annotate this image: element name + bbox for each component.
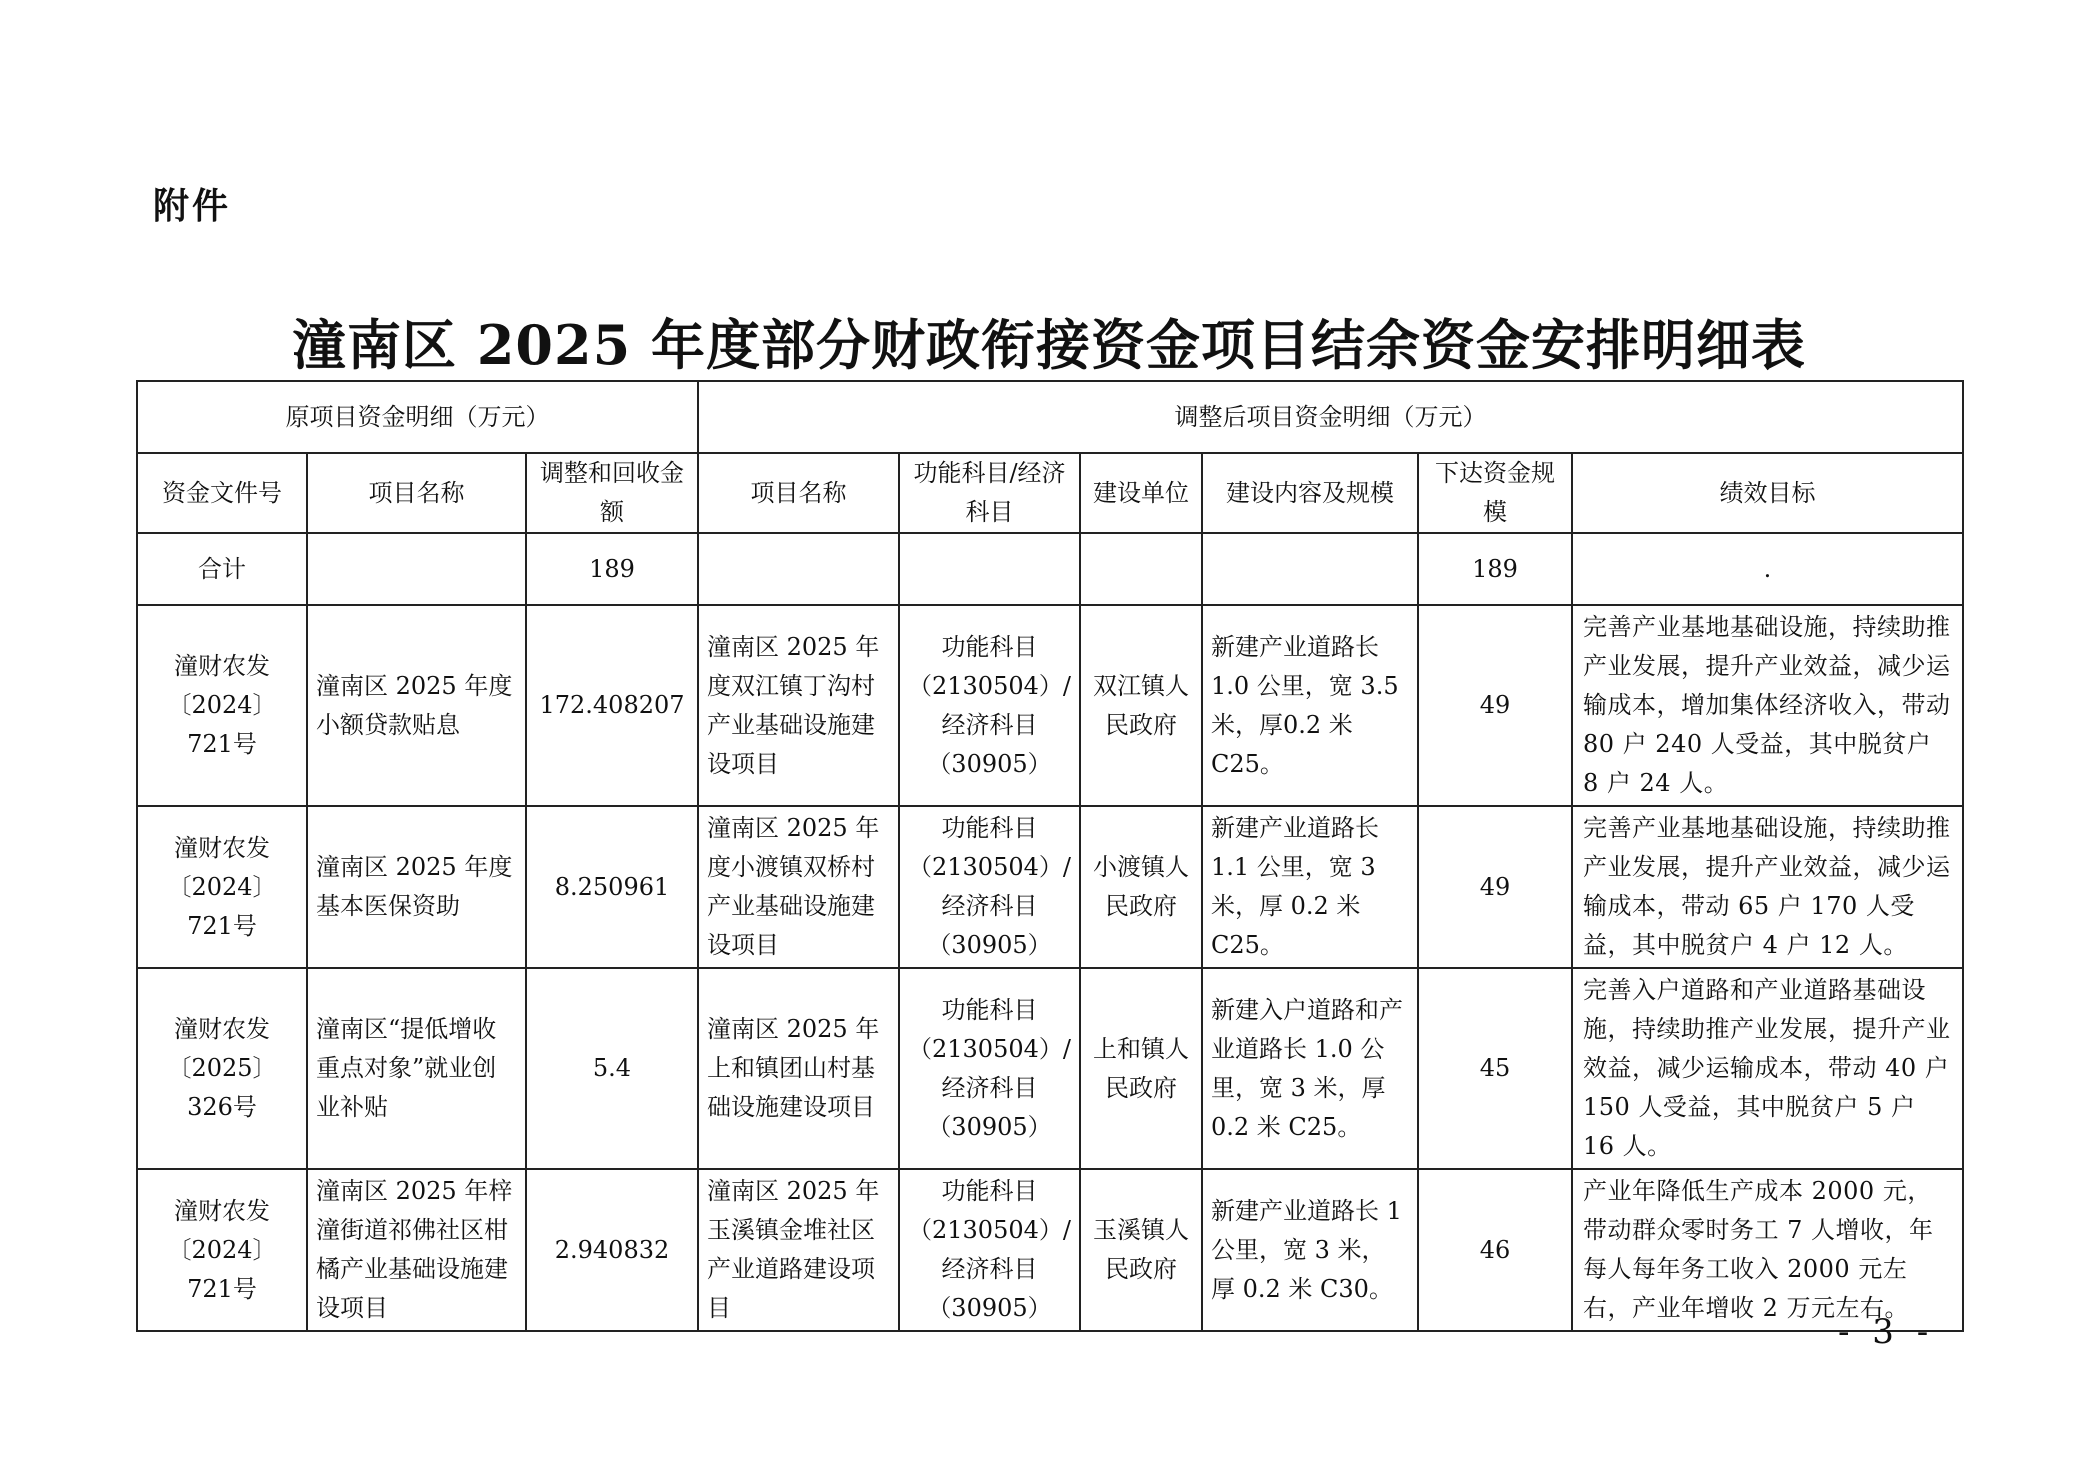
table-row	[137, 1169, 1963, 1331]
adjust-amount-cell: 8.250961	[526, 806, 698, 968]
orig-project-cell: 潼南区 2025 年度小额贷款贴息	[307, 605, 526, 806]
adjust-amount-cell: 2.940832	[526, 1169, 698, 1331]
group-header-original: 原项目资金明细（万元）	[137, 381, 698, 453]
adjust-amount-cell: 172.408207	[526, 605, 698, 806]
col-header-content: 建设内容及规模	[1202, 453, 1418, 533]
file-no-cell: 潼财农发〔2024〕721号	[137, 605, 307, 806]
subject-cell: 功能科目（2130504）/经济科目（30905）	[899, 1169, 1080, 1331]
subject-cell: 功能科目（2130504）/经济科目（30905）	[899, 806, 1080, 968]
unit-cell: 小渡镇人民政府	[1080, 806, 1202, 968]
goal-cell: 完善产业基地基础设施，持续助推产业发展，提升产业效益，减少运输成本，增加集体经济收入，带动 80 户 240 人受益，其中脱贫户 8 户 24 人。	[1572, 605, 1963, 806]
table-cell	[1202, 533, 1418, 605]
total-fund-scale: 189	[1418, 533, 1572, 605]
table-cell	[1080, 533, 1202, 605]
fund-scale-cell: 49	[1418, 605, 1572, 806]
table-cell	[899, 533, 1080, 605]
orig-project-cell: 潼南区“提低增收重点对象”就业创业补贴	[307, 968, 526, 1169]
content-cell: 新建产业道路长 1.0 公里，宽 3.5 米，厚0.2 米C25。	[1202, 605, 1418, 806]
col-header-new-project: 项目名称	[698, 453, 899, 533]
fund-scale-cell: 45	[1418, 968, 1572, 1169]
table-row	[137, 968, 1963, 1169]
total-row	[137, 533, 1963, 605]
goal-cell: 完善入户道路和产业道路基础设施，持续助推产业发展，提升产业效益，减少运输成本，带动 40 户 150 人受益，其中脱贫户 5 户 16 人。	[1572, 968, 1963, 1169]
new-project-cell: 潼南区 2025 年上和镇团山村基础设施建设项目	[698, 968, 899, 1169]
col-header-orig-project: 项目名称	[307, 453, 526, 533]
new-project-cell: 潼南区 2025 年度双江镇丁沟村产业基础设施建设项目	[698, 605, 899, 806]
total-label: 合计	[137, 533, 307, 605]
col-header-goal: 绩效目标	[1572, 453, 1963, 533]
group-header-adjusted: 调整后项目资金明细（万元）	[698, 381, 1963, 453]
fund-allocation-table	[136, 380, 1964, 1332]
content-cell: 新建产业道路长 1.1 公里，宽 3 米，厚 0.2 米 C25。	[1202, 806, 1418, 968]
subject-cell: 功能科目（2130504）/经济科目（30905）	[899, 968, 1080, 1169]
total-adjust-amount: 189	[526, 533, 698, 605]
column-header-row	[137, 453, 1963, 533]
page-number: - 3 -	[1838, 1312, 1935, 1352]
new-project-cell: 潼南区 2025 年玉溪镇金堆社区产业道路建设项目	[698, 1169, 899, 1331]
group-header-row	[137, 381, 1963, 453]
fund-scale-cell: 46	[1418, 1169, 1572, 1331]
file-no-cell: 潼财农发〔2025〕326号	[137, 968, 307, 1169]
unit-cell: 双江镇人民政府	[1080, 605, 1202, 806]
subject-cell: 功能科目（2130504）/经济科目（30905）	[899, 605, 1080, 806]
orig-project-cell: 潼南区 2025 年度基本医保资助	[307, 806, 526, 968]
adjust-amount-cell: 5.4	[526, 968, 698, 1169]
col-header-file-no: 资金文件号	[137, 453, 307, 533]
col-header-unit: 建设单位	[1080, 453, 1202, 533]
document-title: 潼南区 2025 年度部分财政衔接资金项目结余资金安排明细表	[292, 313, 1806, 377]
table-row	[137, 605, 1963, 806]
new-project-cell: 潼南区 2025 年度小渡镇双桥村产业基础设施建设项目	[698, 806, 899, 968]
content-cell: 新建产业道路长 1 公里，宽 3 米，厚 0.2 米 C30。	[1202, 1169, 1418, 1331]
file-no-cell: 潼财农发〔2024〕721号	[137, 806, 307, 968]
file-no-cell: 潼财农发〔2024〕721号	[137, 1169, 307, 1331]
attachment-label: 附件	[153, 186, 232, 227]
orig-project-cell: 潼南区 2025 年梓潼街道祁佛社区柑橘产业基础设施建设项目	[307, 1169, 526, 1331]
fund-scale-cell: 49	[1418, 806, 1572, 968]
col-header-subject: 功能科目/经济科目	[899, 453, 1080, 533]
unit-cell: 上和镇人民政府	[1080, 968, 1202, 1169]
goal-cell: 完善产业基地基础设施，持续助推产业发展，提升产业效益，减少运输成本，带动 65 户 170 人受益，其中脱贫户 4 户 12 人。	[1572, 806, 1963, 968]
table-cell	[307, 533, 526, 605]
total-goal: .	[1572, 533, 1963, 605]
goal-cell: 产业年降低生产成本 2000 元，带动群众零时务工 7 人增收，年每人每年务工收入 2000 元左右，产业年增收 2 万元左右。	[1572, 1169, 1963, 1331]
col-header-fund-scale: 下达资金规模	[1418, 453, 1572, 533]
content-cell: 新建入户道路和产业道路长 1.0 公里，宽 3 米，厚 0.2 米 C25。	[1202, 968, 1418, 1169]
table-cell	[698, 533, 899, 605]
unit-cell: 玉溪镇人民政府	[1080, 1169, 1202, 1331]
col-header-adjust-amount: 调整和回收金额	[526, 453, 698, 533]
table-row	[137, 806, 1963, 968]
